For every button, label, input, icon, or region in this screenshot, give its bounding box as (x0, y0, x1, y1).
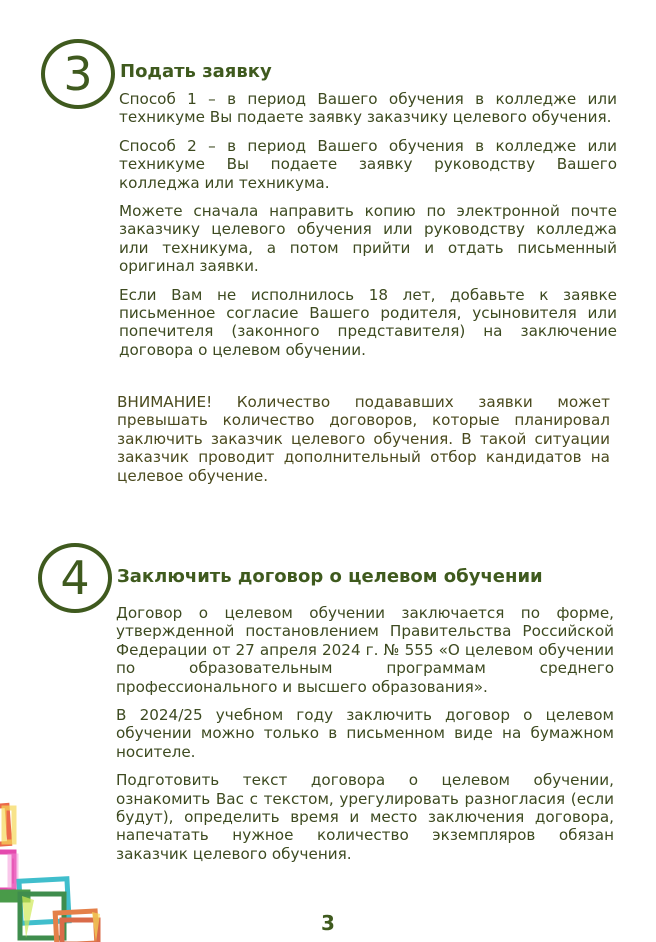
paragraph: Если Вам не исполнилось 18 лет, добавьте к заявке письменное согласие Вашего родителя, усыновителя или попечителя (законного представителя) на заключение договора о целевом обучении. (119, 285, 617, 359)
section-4-title: Заключить договор о целевом обучении (117, 566, 543, 587)
step-number-3: 3 (63, 47, 93, 101)
paragraph: Способ 2 – в период Вашего обучения в колледже или техникуме Вы подаете заявку руководству Вашего колледжа или техникума. (119, 136, 617, 192)
section-3-body (119, 90, 617, 369)
paragraph: Можете сначала направить копию по электронной почте заказчику целевого обучения или руководству колледжа или техникума, а потом прийти и отдать письменный оригинал заявки. (119, 202, 617, 276)
step-number-4: 4 (60, 551, 90, 605)
step-number-4-circle (38, 543, 112, 613)
paragraph: Способ 1 – в период Вашего обучения в колледже или техникуме Вы подаете заявку заказчику целевого обучения. (119, 90, 617, 127)
section-4-body (116, 604, 614, 873)
section-3-title: Подать заявку (120, 61, 272, 82)
paragraph: В 2024/25 учебном году заключить договор о целевом обучении можно только в письменном виде на бумажном носителе. (116, 706, 614, 761)
paragraph: Договор о целевом обучении заключается по форме, утвержденной постановлением Правительства Российской Федерации от 27 апреля 2024 г. № 555 «О целевом обучении по образовательным программам среднего профессионального и высшего образования». (116, 604, 614, 696)
attention-note: ВНИМАНИЕ! Количество подававших заявки может превышать количество договоров, которые планировал заключить заказчик целевого обучения. В такой ситуации заказчик проводит дополнительный отбор кандидатов на целевое обучение. (117, 393, 610, 485)
page-number: 3 (321, 911, 335, 935)
paragraph: Подготовить текст договора о целевом обучении, ознакомить Вас с текстом, урегулировать разногласия (если будут), определить время и место заключения договора, напечатать нужное количество экземпляров обязан заказчик целевого обучения. (116, 771, 614, 863)
step-number-3-circle (41, 39, 115, 109)
